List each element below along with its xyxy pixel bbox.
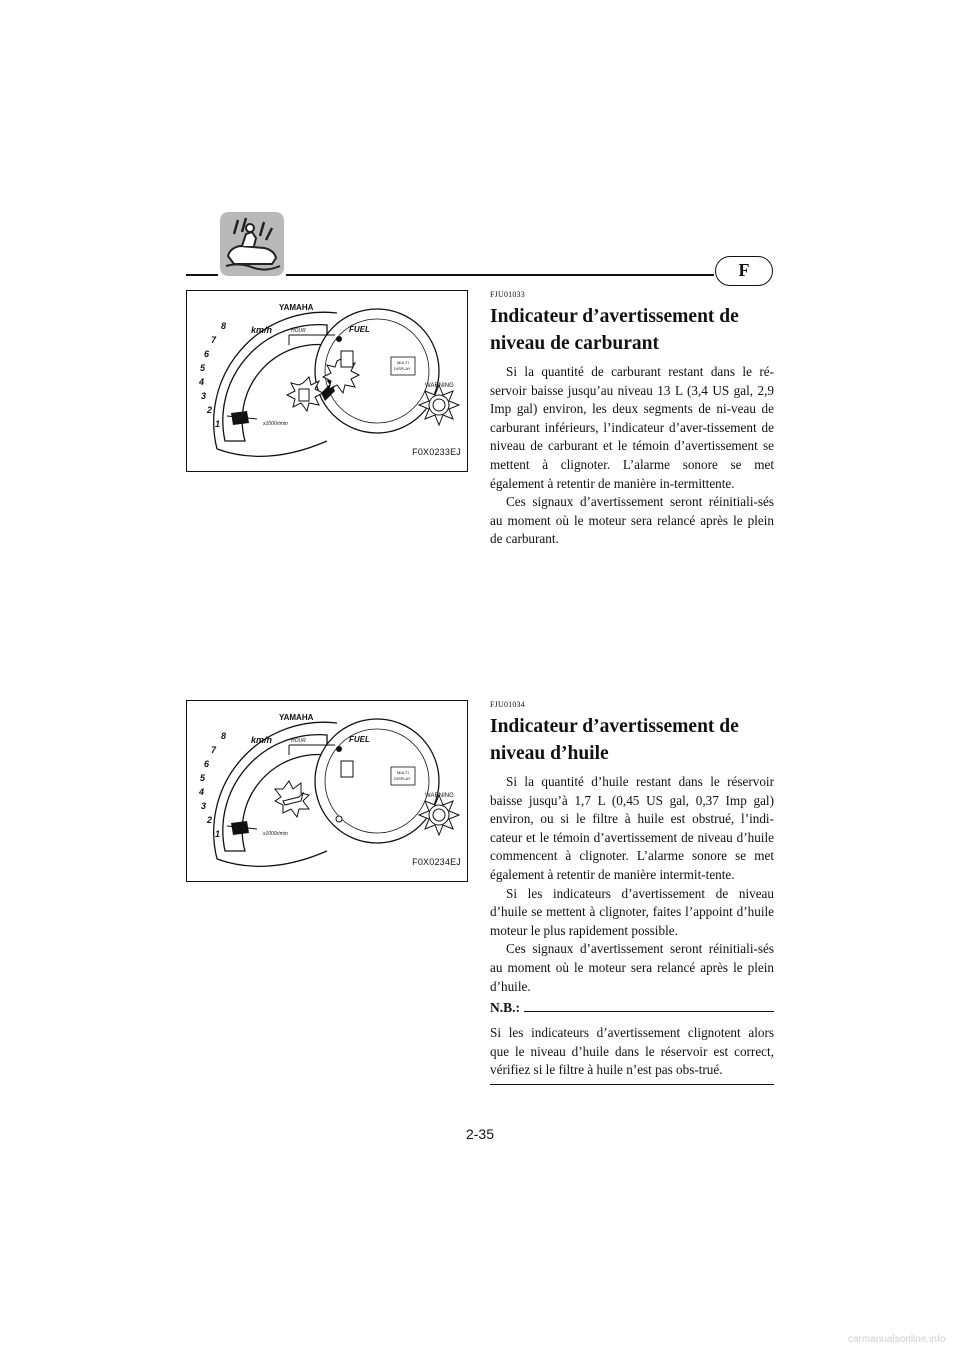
tach-tick-3: 3 xyxy=(201,391,207,401)
paragraph: Ces signaux d’avertissement seront réinitiali-sés au moment où le moteur sera relancé après le plein d’huile. xyxy=(490,941,774,994)
tach-tick-6: 6 xyxy=(204,349,210,359)
note-end-rule xyxy=(490,1084,774,1085)
section-title: Indicateur d’avertissement de niveau de carburant xyxy=(490,306,739,354)
note-header xyxy=(490,1000,774,1016)
gauge-illustration xyxy=(187,291,467,471)
warning-label: WARNING xyxy=(425,383,454,389)
speed-unit-label: km/h xyxy=(251,735,273,745)
fuel-warning-figure xyxy=(186,290,468,472)
paragraph: Si la quantité de carburant restant dans le ré-servoir baisse jusqu’au niveau 13 L (3,4 US gal, 2,9 Imp gal) environ, les deux segments de ni-veau de carburant inférieurs, l’indicateur d’aver-tissement de niveau de carburant et le témoin d’avertissement se mettent à clignoter. L’alarme sonore se met également à retentir de manière in-termittente. xyxy=(490,364,774,491)
tach-tick-4: 4 xyxy=(199,787,205,797)
tach-tick-1: 1 xyxy=(215,829,221,839)
note-label: N.B.: xyxy=(490,1000,520,1016)
figure-code: F0X0234EJ xyxy=(412,857,461,867)
section-code: FJU01034 xyxy=(490,700,525,709)
tach-tick-4: 4 xyxy=(199,377,205,387)
note-rule xyxy=(524,1011,774,1012)
gauge-brand: YAMAHA xyxy=(279,303,314,312)
tach-tick-8: 8 xyxy=(221,321,227,331)
paragraph: Ces signaux d’avertissement seront réinitiali-sés au moment où le moteur sera relancé après le plein de carburant. xyxy=(490,494,774,547)
paragraph: Si la quantité d’huile restant dans le réservoir baisse jusqu’à 1,7 L (0,45 US gal, 0,37 Imp gal) environ, ou si le filtre à huile est obstrué, l’indi-cateur et le témoin d’avertissement de niveau d’huile commencent à clignoter. L’alarme sonore se met également à retentir de manière intermit-tente. xyxy=(490,774,774,882)
speed-unit-label: km/h xyxy=(251,325,273,335)
gauge-illustration xyxy=(187,701,467,881)
fuel-warning-section xyxy=(490,290,774,549)
tach-tick-7: 7 xyxy=(211,745,217,755)
note-text: Si les indicateurs d’avertissement clignotent alors que le niveau d’huile dans le réservoir est correct, vérifiez si le filtre à huile n’est pas obs-trué. xyxy=(490,1025,774,1078)
hour-label: HOUR xyxy=(291,738,306,744)
fuel-label: FUEL xyxy=(349,325,370,334)
header-rule-right xyxy=(286,274,714,276)
tach-tick-5: 5 xyxy=(200,773,206,783)
hour-label: HOUR xyxy=(291,328,306,334)
tach-tick-2: 2 xyxy=(207,815,213,825)
display-label: DISPLAY xyxy=(394,776,411,781)
tach-tick-2: 2 xyxy=(207,405,213,415)
tach-tick-1: 1 xyxy=(215,419,221,429)
watermark: carmanualsonline.info xyxy=(848,1334,946,1345)
tach-tick-3: 3 xyxy=(201,801,207,811)
display-label: DISPLAY xyxy=(394,366,411,371)
language-badge: F xyxy=(715,256,773,286)
fuel-label: FUEL xyxy=(349,735,370,744)
tach-tick-8: 8 xyxy=(221,731,227,741)
figure-code: F0X0233EJ xyxy=(412,447,461,457)
rpm-unit-label: x1000r/min xyxy=(263,831,288,837)
tach-tick-6: 6 xyxy=(204,759,210,769)
multi-label: MULTI xyxy=(397,770,409,775)
oil-warning-section xyxy=(490,700,774,1085)
section-title: Indicateur d’avertissement de niveau d’huile xyxy=(490,716,739,764)
multi-label: MULTI xyxy=(397,360,409,365)
page-number: 2-35 xyxy=(465,1126,495,1142)
section-code: FJU01033 xyxy=(490,290,525,299)
rpm-unit-label: x1000r/min xyxy=(263,421,288,427)
tach-tick-7: 7 xyxy=(211,335,217,345)
tach-tick-5: 5 xyxy=(200,363,206,373)
oil-warning-figure xyxy=(186,700,468,882)
paragraph: Si les indicateurs d’avertissement de niveau d’huile se mettent à clignoter, faites l’appoint d’huile moteur le plus rapidement possible. xyxy=(490,885,774,938)
jetski-rider-icon xyxy=(220,212,284,276)
gauge-brand: YAMAHA xyxy=(279,713,314,722)
warning-label: WARNING xyxy=(425,793,454,799)
header-rule-left xyxy=(186,274,218,276)
